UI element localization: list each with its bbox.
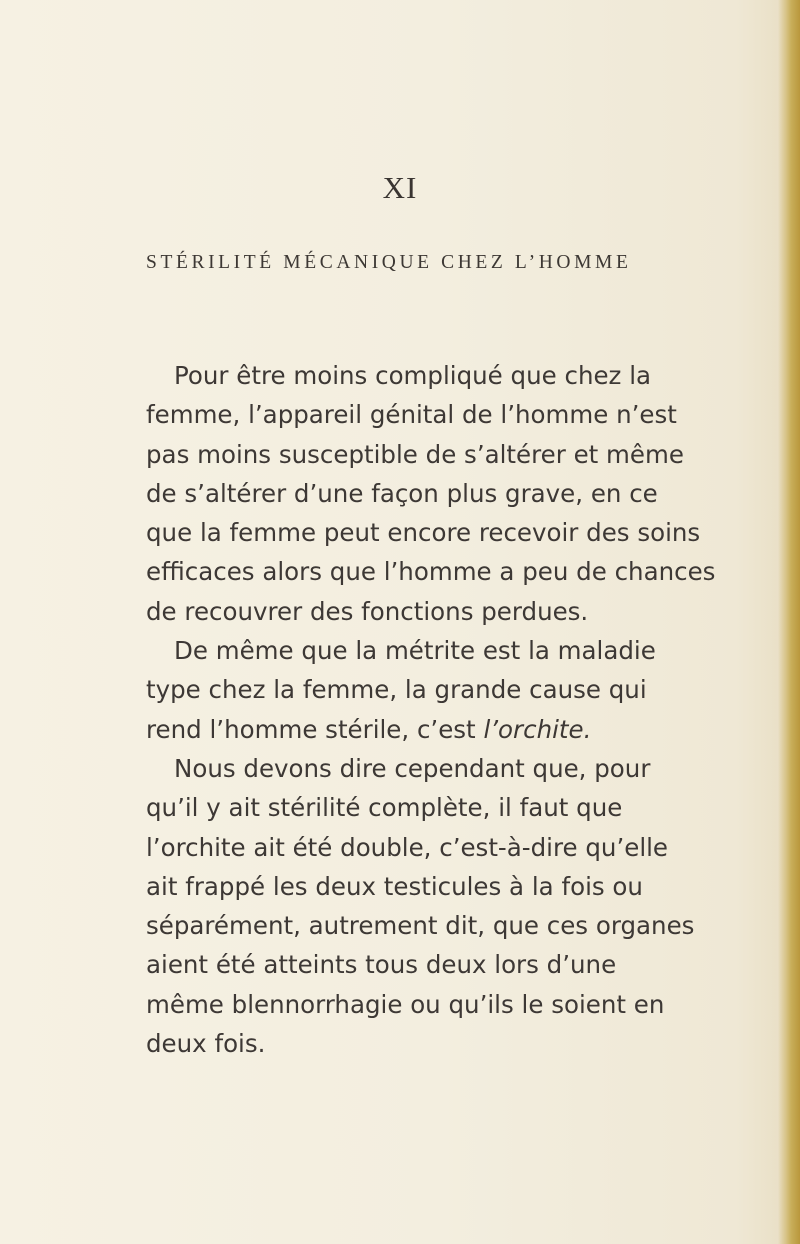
text-line: De même que la métrite est la maladie <box>174 636 656 666</box>
text-fragment: rend l’homme stérile, c’est <box>146 714 484 744</box>
text-line: type chez la femme, la grande cause qui <box>146 675 647 705</box>
paragraph-2 <box>146 631 686 749</box>
text-line: aient été atteints tous deux lors d’une <box>146 950 617 980</box>
italic-term: l’orchite. <box>483 714 592 744</box>
text-line: pas moins susceptible de s’altérer et même <box>146 439 684 469</box>
text-line: même blennorrhagie ou qu’ils le soient en <box>146 989 665 1019</box>
text-line: ait frappé les deux testicules à la fois ou <box>146 871 643 901</box>
text-line: efficaces alors que l’homme a peu de chances <box>146 557 716 587</box>
text-line: qu’il y ait stérilité complète, il faut que <box>146 793 623 823</box>
text-line: que la femme peut encore recevoir des soins <box>146 518 701 548</box>
chapter-number: XI <box>382 170 418 205</box>
text-line: deux fois. <box>146 1029 266 1059</box>
text-line: de s’altérer d’une façon plus grave, en ce <box>146 478 658 508</box>
text-line: séparément, autrement dit, que ces organes <box>146 911 695 941</box>
paragraph-1 <box>146 356 716 631</box>
text-line: Pour être moins compliqué que chez la <box>174 361 652 390</box>
text-line: femme, l’appareil génital de l’homme n’est <box>146 400 677 430</box>
paragraph-3 <box>146 749 695 1063</box>
chapter-title: STÉRILITÉ MÉCANIQUE CHEZ L’HOMME <box>146 252 632 273</box>
text-line <box>146 710 686 749</box>
text-line: Nous devons dire cependant que, pour <box>174 753 651 783</box>
text-line: de recouvrer des fonctions perdues. <box>146 596 589 626</box>
text-line: l’orchite ait été double, c’est-à-dire qu’elle <box>146 832 669 862</box>
body-text <box>146 356 716 1063</box>
